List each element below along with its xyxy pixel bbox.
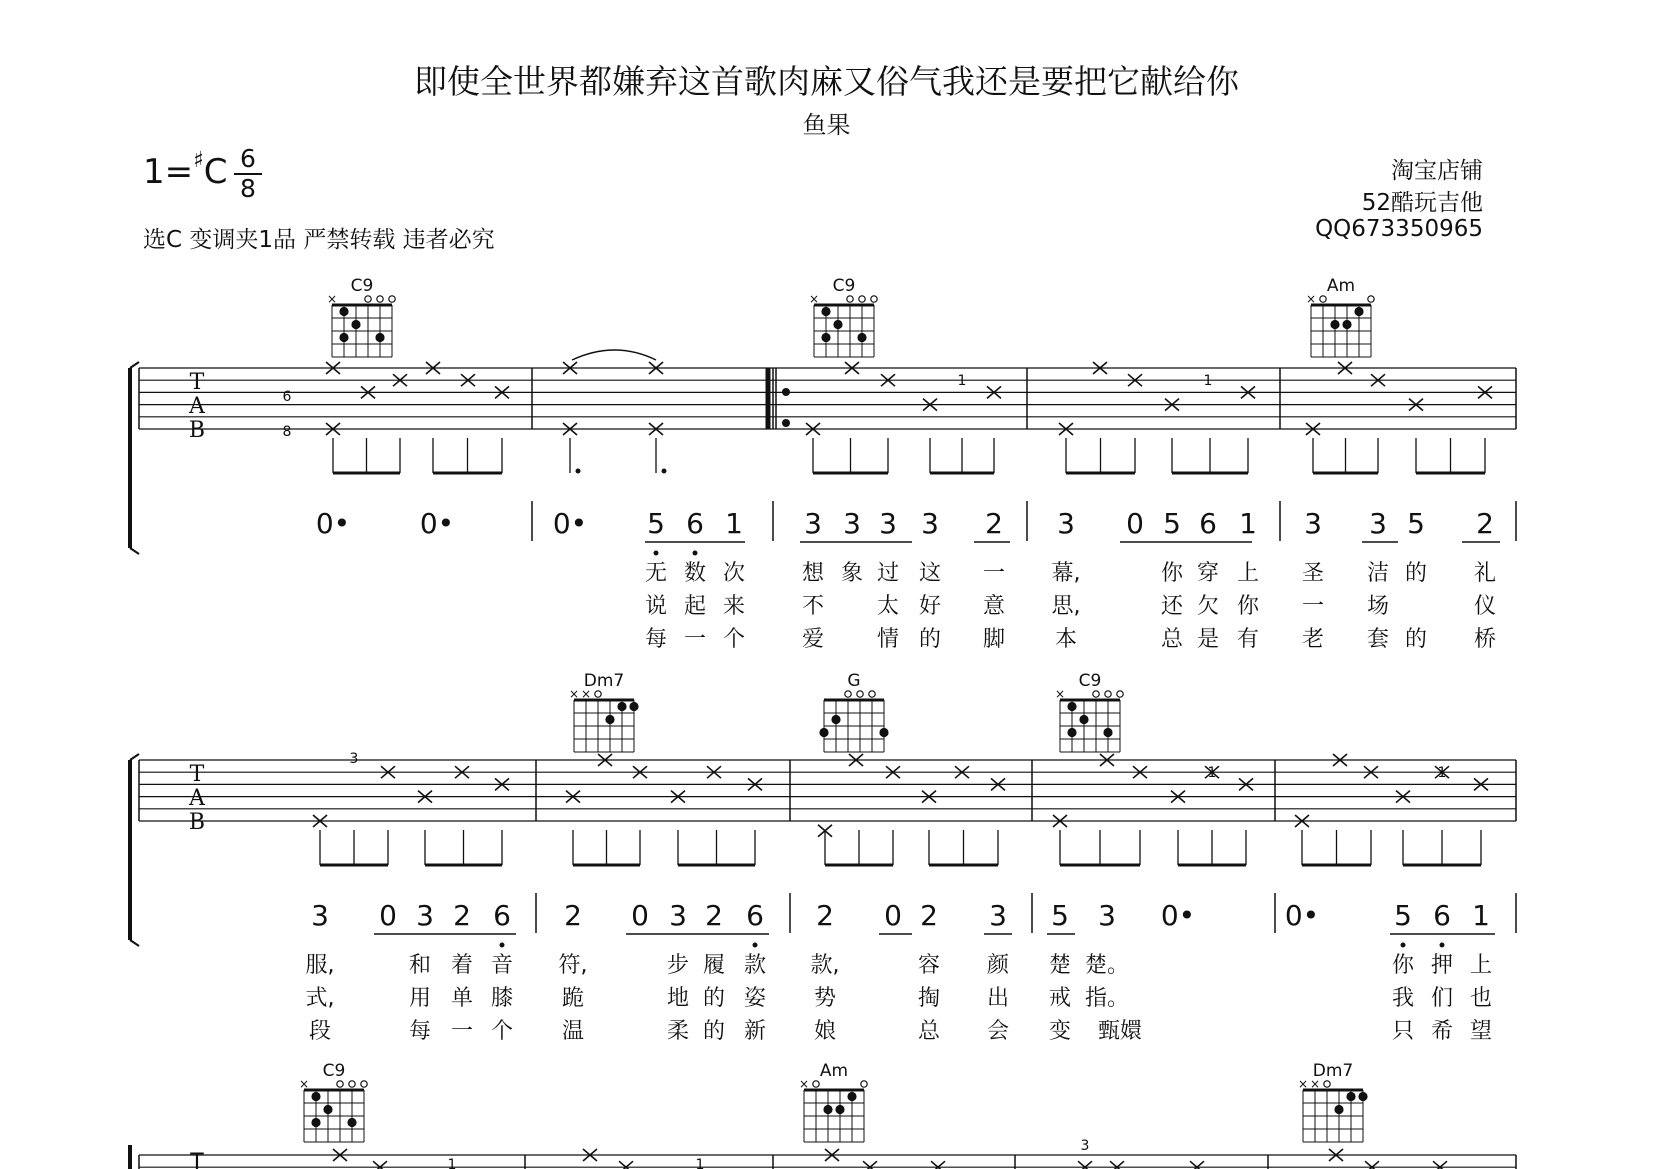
- lyric-char: 款: [743, 953, 767, 978]
- chord-finger: [1067, 728, 1076, 737]
- tab-fret-number: 1: [1203, 373, 1213, 389]
- chord-finger: [819, 728, 828, 737]
- jianpu-note: 0•: [1160, 899, 1196, 932]
- jianpu-note: 0•: [552, 507, 588, 540]
- chord-open: [337, 1081, 343, 1087]
- lyric-char: 说: [644, 594, 668, 619]
- tab-fret-number: 1: [1207, 765, 1217, 781]
- jianpu-note: 2: [985, 507, 1003, 540]
- jianpu-note: 3: [879, 507, 897, 540]
- chord-open: [857, 691, 863, 697]
- jianpu-note: 1: [1472, 899, 1490, 932]
- chord-name: C9: [322, 1061, 346, 1081]
- tab-clef-letter: T: [190, 1150, 204, 1169]
- lyric-char: 总: [1160, 627, 1184, 652]
- chord-finger: [339, 333, 348, 342]
- jianpu-note: 3: [1304, 507, 1322, 540]
- lyric-char: 履: [702, 953, 726, 978]
- lyric-char: 个: [490, 1019, 514, 1044]
- chord-open: [1093, 691, 1099, 697]
- lyric-char: 地: [666, 986, 690, 1011]
- jianpu-note: 6: [746, 899, 764, 932]
- time-signature-top: 6: [240, 144, 256, 173]
- jianpu-note: 3: [1369, 507, 1387, 540]
- chord-finger: [1079, 715, 1088, 724]
- chord-open: [1117, 691, 1123, 697]
- chord-finger: [821, 333, 830, 342]
- tab-time-top: 6: [282, 389, 292, 405]
- chord-finger: [1330, 320, 1339, 329]
- low-octave-dot: [753, 943, 758, 948]
- chord-finger: [823, 1105, 832, 1114]
- lyric-char: 幕,: [1051, 561, 1081, 586]
- tab-clef-letter: B: [188, 418, 206, 443]
- lyric-char: 的: [702, 986, 726, 1011]
- jianpu-note: 2: [453, 899, 471, 932]
- lyric-char: 新: [743, 1019, 767, 1044]
- lyric-char: 我: [1391, 986, 1415, 1011]
- chord-finger: [347, 1118, 356, 1127]
- chord-open: [389, 296, 395, 302]
- lyric-char: 款,: [810, 953, 840, 978]
- lyric-char: 每: [408, 1019, 432, 1044]
- chord-finger: [1354, 307, 1363, 316]
- lyric-char: 指。: [1084, 986, 1130, 1011]
- jianpu-note: 5: [647, 507, 665, 540]
- lyric-char: 容: [917, 953, 941, 978]
- lyric-char: 圣: [1301, 561, 1325, 586]
- system-brace: [130, 548, 139, 554]
- lyric-char: 的: [1404, 627, 1428, 652]
- lyric-char: 一: [982, 561, 1006, 586]
- tab-fret-number: 1: [957, 373, 967, 389]
- shop-qq: QQ673350965: [1315, 216, 1483, 242]
- chord-name: Dm7: [1312, 1061, 1354, 1081]
- lyric-char: 上: [1469, 953, 1493, 978]
- lyric-char: 总: [917, 1019, 941, 1044]
- chord-finger: [311, 1092, 320, 1101]
- lyric-char: 爱: [801, 627, 825, 652]
- chord-open: [1324, 1081, 1330, 1087]
- lyric-char: 的: [1404, 561, 1428, 586]
- lyric-char: 象: [840, 561, 864, 586]
- jianpu-note: 3: [921, 507, 939, 540]
- chord-name: C9: [1078, 671, 1102, 691]
- jianpu-note: 0•: [315, 507, 351, 540]
- chord-finger: [617, 702, 626, 711]
- chord-open: [861, 1081, 867, 1087]
- lyric-char: 出: [986, 986, 1010, 1011]
- lyric-char: 思,: [1051, 594, 1081, 619]
- lyric-char: 仪: [1473, 594, 1497, 619]
- lyric-char: 跪: [561, 986, 585, 1011]
- lyric-char: 本: [1054, 627, 1078, 652]
- chord-mute: ×: [1297, 1077, 1309, 1091]
- chord-name: Am: [819, 1061, 849, 1081]
- tie: [572, 350, 656, 360]
- chord-finger: [1103, 728, 1112, 737]
- low-octave-dot: [693, 551, 698, 556]
- chord-open: [869, 691, 875, 697]
- chord-open: [845, 691, 851, 697]
- lyric-char: 的: [918, 627, 942, 652]
- jianpu-note: 0•: [1284, 899, 1320, 932]
- lyric-char: 式,: [305, 986, 335, 1011]
- lyric-char: 次: [722, 561, 746, 586]
- chord-finger: [629, 702, 638, 711]
- chord-finger: [1342, 320, 1351, 329]
- jianpu-note: 2: [816, 899, 834, 932]
- jianpu-note: 5: [1051, 899, 1069, 932]
- lyric-char: 每: [644, 627, 668, 652]
- chord-open: [595, 691, 601, 697]
- jianpu-note: 0: [1126, 507, 1144, 540]
- chord-name: C9: [350, 276, 374, 296]
- jianpu-note: 3: [843, 507, 861, 540]
- shop-name: 52酷玩吉他: [1361, 190, 1483, 216]
- lyric-char: 不: [801, 594, 825, 619]
- lyric-char: 变: [1048, 1019, 1072, 1044]
- chord-finger: [339, 307, 348, 316]
- lyric-char: 音: [490, 953, 514, 978]
- lyric-char: 戒: [1048, 986, 1072, 1011]
- lyric-char: 太: [876, 594, 900, 619]
- chord-name: Am: [1326, 276, 1356, 296]
- lyric-char: 好: [918, 594, 942, 619]
- lyric-char: 楚。: [1084, 953, 1130, 978]
- jianpu-note: 5: [1163, 507, 1181, 540]
- tab-clef-letter: B: [188, 810, 206, 835]
- chord-finger: [833, 320, 842, 329]
- lyric-char: 服,: [305, 953, 335, 978]
- lyric-char: 个: [722, 627, 746, 652]
- lyric-char: 这: [918, 561, 942, 586]
- tab-fret-number: 1: [447, 1157, 457, 1169]
- key-note: C: [203, 152, 228, 192]
- tab-fret-number: 1: [1437, 765, 1447, 781]
- chord-name: C9: [832, 276, 856, 296]
- lyric-char: 望: [1469, 1019, 1493, 1044]
- lyric-char: 们: [1430, 986, 1454, 1011]
- lyric-char: 娘: [813, 1019, 837, 1044]
- chord-mute: ×: [298, 1077, 310, 1091]
- lyric-char: 有: [1236, 627, 1260, 652]
- chord-finger: [835, 1105, 844, 1114]
- jianpu-note: 0: [631, 899, 649, 932]
- chord-open: [1368, 296, 1374, 302]
- jianpu-note: 5: [1394, 899, 1412, 932]
- lyric-char: 想: [801, 561, 825, 586]
- chord-mute: ×: [798, 1077, 810, 1091]
- lyric-char: 押: [1430, 953, 1454, 978]
- lyric-char: 礼: [1473, 561, 1497, 586]
- chord-mute: ×: [1054, 687, 1066, 701]
- jianpu-note: 6: [493, 899, 511, 932]
- lyric-char: 甄嬛: [1097, 1019, 1143, 1044]
- lyric-char: 只: [1391, 1019, 1415, 1044]
- chord-finger: [351, 320, 360, 329]
- system-brace: [130, 754, 139, 760]
- chord-finger: [311, 1118, 320, 1127]
- lyric-char: 掏: [917, 986, 941, 1011]
- lyric-char: 膝: [490, 986, 514, 1011]
- chord-open: [859, 296, 865, 302]
- lyric-char: 你: [1236, 594, 1260, 619]
- lyric-char: 场: [1366, 594, 1390, 619]
- lyric-char: 洁: [1366, 561, 1390, 586]
- chord-mute: ×: [326, 292, 338, 306]
- chord-open: [871, 296, 877, 302]
- lyric-char: 也: [1469, 986, 1493, 1011]
- jianpu-note: 3: [989, 899, 1007, 932]
- tab-time-bottom: 8: [282, 424, 292, 440]
- capo-note: 选C 变调夹1品 严禁转载 违者必究: [143, 227, 495, 253]
- jianpu-note: 2: [1476, 507, 1494, 540]
- chord-finger: [323, 1105, 332, 1114]
- lyric-char: 温: [561, 1019, 585, 1044]
- lyric-char: 你: [1391, 953, 1415, 978]
- tab-clef-letter: T: [189, 762, 205, 787]
- chord-open: [813, 1081, 819, 1087]
- lyric-char: 上: [1236, 561, 1260, 586]
- lyric-char: 还: [1160, 594, 1184, 619]
- jianpu-note: 6: [1199, 507, 1217, 540]
- repeat-dot: [782, 419, 790, 427]
- chord-name: G: [847, 671, 861, 691]
- chord-name: Dm7: [583, 671, 625, 691]
- jianpu-note: 2: [920, 899, 938, 932]
- chord-open: [1320, 296, 1326, 302]
- chord-finger: [1067, 702, 1076, 711]
- lyric-char: 着: [450, 953, 474, 978]
- jianpu-note: 3: [1057, 507, 1075, 540]
- chord-open: [349, 1081, 355, 1087]
- chord-finger: [857, 333, 866, 342]
- lyric-char: 老: [1301, 627, 1325, 652]
- chord-finger: [879, 728, 888, 737]
- lyric-char: 段: [308, 1019, 332, 1044]
- lyric-char: 用: [408, 986, 432, 1011]
- jianpu-note: 1: [725, 507, 743, 540]
- tab-clef-letter: A: [189, 394, 205, 419]
- lyric-char: 颜: [986, 953, 1010, 978]
- lyric-char: 楚: [1048, 953, 1072, 978]
- jianpu-note: 6: [686, 507, 704, 540]
- chord-open: [361, 1081, 367, 1087]
- chord-finger: [605, 715, 614, 724]
- lyric-char: 是: [1196, 627, 1220, 652]
- chord-finger: [1334, 1105, 1343, 1114]
- jianpu-note: 3: [804, 507, 822, 540]
- lyric-char: 意: [982, 594, 1006, 619]
- lyric-char: 希: [1430, 1019, 1454, 1044]
- tab-fret-number: 3: [1080, 1138, 1090, 1154]
- chord-finger: [1346, 1092, 1355, 1101]
- key-prefix: 1=: [143, 152, 194, 192]
- tab-clef-letter: A: [189, 786, 205, 811]
- low-octave-dot: [1401, 943, 1406, 948]
- repeat-dot: [782, 388, 790, 396]
- chord-finger: [831, 715, 840, 724]
- chord-mute: ×: [808, 292, 820, 306]
- dot: [576, 469, 581, 474]
- lyric-char: 单: [450, 986, 474, 1011]
- jianpu-note: 2: [564, 899, 582, 932]
- lyric-char: 情: [876, 627, 900, 652]
- shop-label: 淘宝店铺: [1391, 158, 1483, 184]
- chord-mute: ×: [1309, 1077, 1321, 1091]
- lyric-char: 桥: [1473, 627, 1497, 652]
- song-title: 即使全世界都嫌弃这首歌肉麻又俗气我还是要把它献给你: [414, 62, 1239, 101]
- jianpu-note: 3: [1098, 899, 1116, 932]
- lyric-char: 脚: [982, 627, 1006, 652]
- chord-mute: ×: [580, 687, 592, 701]
- chord-finger: [847, 1092, 856, 1101]
- lyric-char: 欠: [1196, 594, 1220, 619]
- chord-finger: [375, 333, 384, 342]
- tab-clef-letter: T: [189, 370, 205, 395]
- lyric-char: 一: [683, 627, 707, 652]
- lyric-char: 套: [1366, 627, 1390, 652]
- lyric-char: 穿: [1196, 561, 1220, 586]
- chord-open: [365, 296, 371, 302]
- sharp-sign: ♯: [193, 148, 204, 173]
- low-octave-dot: [500, 943, 505, 948]
- time-signature-bottom: 8: [240, 174, 256, 203]
- chord-open: [847, 296, 853, 302]
- chord-finger: [1358, 1092, 1367, 1101]
- chord-finger: [821, 307, 830, 316]
- lyric-char: 你: [1160, 561, 1184, 586]
- jianpu-note: 6: [1433, 899, 1451, 932]
- chord-open: [377, 296, 383, 302]
- tab-fret-number: 1: [695, 1157, 705, 1169]
- chord-open: [1105, 691, 1111, 697]
- lyric-char: 一: [450, 1019, 474, 1044]
- system-brace: [130, 362, 139, 368]
- jianpu-note: 0: [884, 899, 902, 932]
- jianpu-note: 3: [416, 899, 434, 932]
- lyric-char: 会: [986, 1019, 1010, 1044]
- low-octave-dot: [1440, 943, 1445, 948]
- chord-mute: ×: [1305, 292, 1317, 306]
- jianpu-note: 3: [669, 899, 687, 932]
- lyric-char: 势: [813, 986, 837, 1011]
- jianpu-note: 2: [705, 899, 723, 932]
- lyric-char: 柔: [666, 1019, 690, 1044]
- jianpu-note: 5: [1407, 507, 1425, 540]
- lyric-char: 一: [1301, 594, 1325, 619]
- lyric-char: 起: [683, 594, 707, 619]
- jianpu-note: 1: [1239, 507, 1257, 540]
- lyric-char: 数: [683, 561, 707, 586]
- chord-mute: ×: [568, 687, 580, 701]
- jianpu-note: 0: [379, 899, 397, 932]
- lyric-char: 姿: [743, 986, 767, 1011]
- jianpu-note: 3: [311, 899, 329, 932]
- low-octave-dot: [654, 551, 659, 556]
- lyric-char: 步: [666, 953, 690, 978]
- artist-name: 鱼果: [802, 111, 851, 139]
- tab-fret-number: 3: [349, 751, 359, 767]
- lyric-char: 来: [722, 594, 746, 619]
- lyric-char: 无: [644, 561, 668, 586]
- system-brace: [130, 940, 139, 946]
- lyric-char: 过: [876, 561, 900, 586]
- jianpu-note: 0•: [419, 507, 455, 540]
- dot: [662, 469, 667, 474]
- lyric-char: 符,: [558, 953, 588, 978]
- lyric-char: 和: [408, 953, 432, 978]
- lyric-char: 的: [702, 1019, 726, 1044]
